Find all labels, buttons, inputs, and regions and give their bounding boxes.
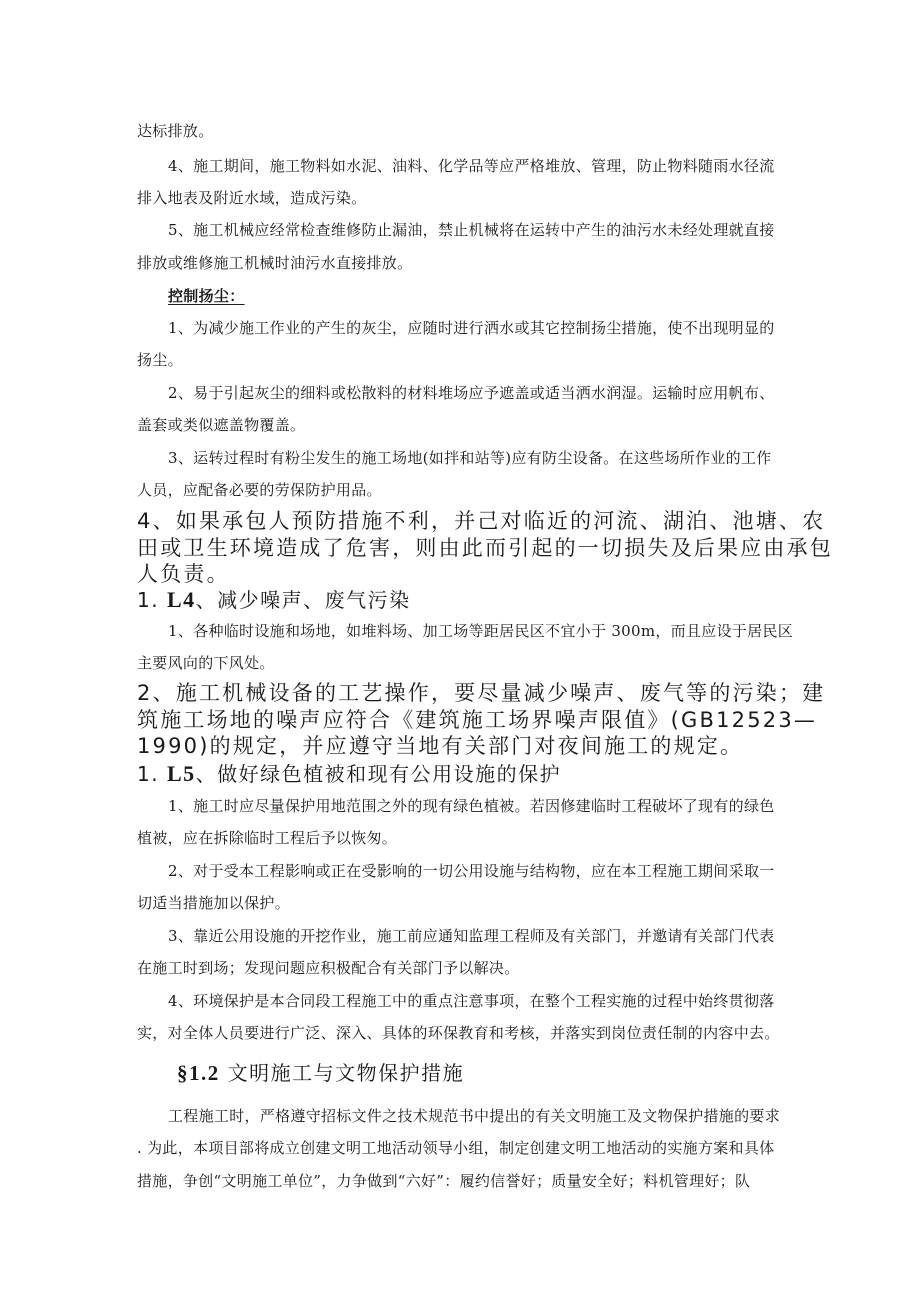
large-paragraph-line: 人负责。 <box>137 562 230 586</box>
heading-code: L4 <box>166 587 196 612</box>
paragraph-line: . 为此，本项目部将成立创建文明工地活动领导小组，制定创建文明工地活动的实施方案和具体 <box>137 1139 775 1157</box>
heading-code: L5 <box>166 761 196 786</box>
subheading-dust-control: 控制扬尘： <box>168 289 245 305</box>
paragraph-line: 主要风向的下风处。 <box>137 654 275 672</box>
paragraph-line: 扬尘。 <box>137 351 183 369</box>
large-paragraph-line: 4、如果承包人预防措施不利，并己对临近的河流、湖泊、池塘、农 <box>137 509 826 533</box>
large-paragraph-line: 田或卫生环境造成了危害，则由此而引起的一切损失及后果应由承包 <box>137 536 833 560</box>
paragraph-line: 4、环境保护是本合同段工程施工中的重点注意事项，在整个工程实施的过程中始终贯彻落 <box>168 992 775 1010</box>
paragraph-line: 3、靠近公用设施的开挖作业，施工前应通知监理工程师及有关部门，并邀请有关部门代表 <box>168 927 775 945</box>
paragraph-line: 4、施工期间，施工物料如水泥、油料、化学品等应严格堆放、管理，防止物料随雨水径流 <box>168 157 775 175</box>
paragraph-line: 排放或维修施工机械时油污水直接排放。 <box>137 254 413 272</box>
paragraph-line: 工程施工时，严格遵守招标文件之技术规范书中提出的有关文明施工及文物保护措施的要求 <box>168 1107 781 1125</box>
paragraph-line: 2、对于受本工程影响或正在受影响的一切公用设施与结构物，应在本工程施工期间采取一 <box>168 862 775 880</box>
paragraph-line: 5、施工机械应经常检查维修防止漏油，禁止机械将在运转中产生的油污水未经处理就直接 <box>168 221 775 239</box>
large-paragraph-line: 筑施工场地的噪声应符合《建筑施工场界噪声限值》(GB12523— <box>137 708 818 732</box>
heading-number: 1. <box>137 762 167 786</box>
paragraph-line: 人员，应配备必要的劳保防护用品。 <box>137 481 382 499</box>
large-paragraph-line: 2、施工机械设备的工艺操作，要尽量减少噪声、废气等的污染；建 <box>137 681 826 705</box>
heading-title: 、减少噪声、废气污染 <box>195 588 411 612</box>
paragraph-line: 达标排放。 <box>137 122 214 140</box>
paragraph-line: 切适当措施加以保护。 <box>137 894 291 912</box>
section-number: §1.2 <box>177 1061 220 1085</box>
heading-title: 、做好绿色植被和现有公用设施的保护 <box>195 762 562 786</box>
paragraph-line: 盖套或类似遮盖物覆盖。 <box>137 416 306 434</box>
paragraph-line: 3、运转过程时有粉尘发生的施工场地(如拌和站等)应有防尘设备。在这些场所作业的工作 <box>168 449 772 467</box>
section-heading-vegetation <box>137 758 561 787</box>
paragraph-line: 1、为减少施工作业的产生的灰尘，应随时进行洒水或其它控制扬尘措施，使不出现明显的 <box>168 319 775 337</box>
paragraph-line: 实，对全体人员要进行广泛、深入、具体的环保教育和考核，并落实到岗位责任制的内容中去。 <box>137 1024 780 1042</box>
large-paragraph-line: 1990)的规定，并应遵守当地有关部门对夜间施工的规定。 <box>137 734 744 758</box>
paragraph-line: 1、施工时应尽量保护用地范围之外的现有绿色植被。若因修建临时工程破坏了现有的绿色 <box>168 797 775 815</box>
paragraph-line: 2、易于引起灰尘的细料或松散料的材料堆场应予遮盖或适当洒水润湿。运输时应用帆布、 <box>168 384 775 402</box>
section-heading-civilized-construction <box>177 1057 464 1086</box>
paragraph-line: 1、各种临时设施和场地，如堆料场、加工场等距居民区不宜小于 300m，而且应设于居民区 <box>168 622 794 640</box>
section-heading-noise <box>137 584 411 613</box>
paragraph-line: 排入地表及附近水域，造成污染。 <box>137 189 367 207</box>
paragraph-line: 在施工时到场；发现问题应积极配合有关部门予以解决。 <box>137 959 520 977</box>
paragraph-line: 措施，争创“文明施工单位”，力争做到“六好”：履约信誉好；质量安全好；料机管理好；队 <box>137 1172 751 1190</box>
paragraph-line: 植被，应在拆除临时工程后予以恢匆。 <box>137 829 398 847</box>
heading-number: 1. <box>137 588 167 612</box>
section-title: 文明施工与文物保护措施 <box>227 1061 465 1085</box>
